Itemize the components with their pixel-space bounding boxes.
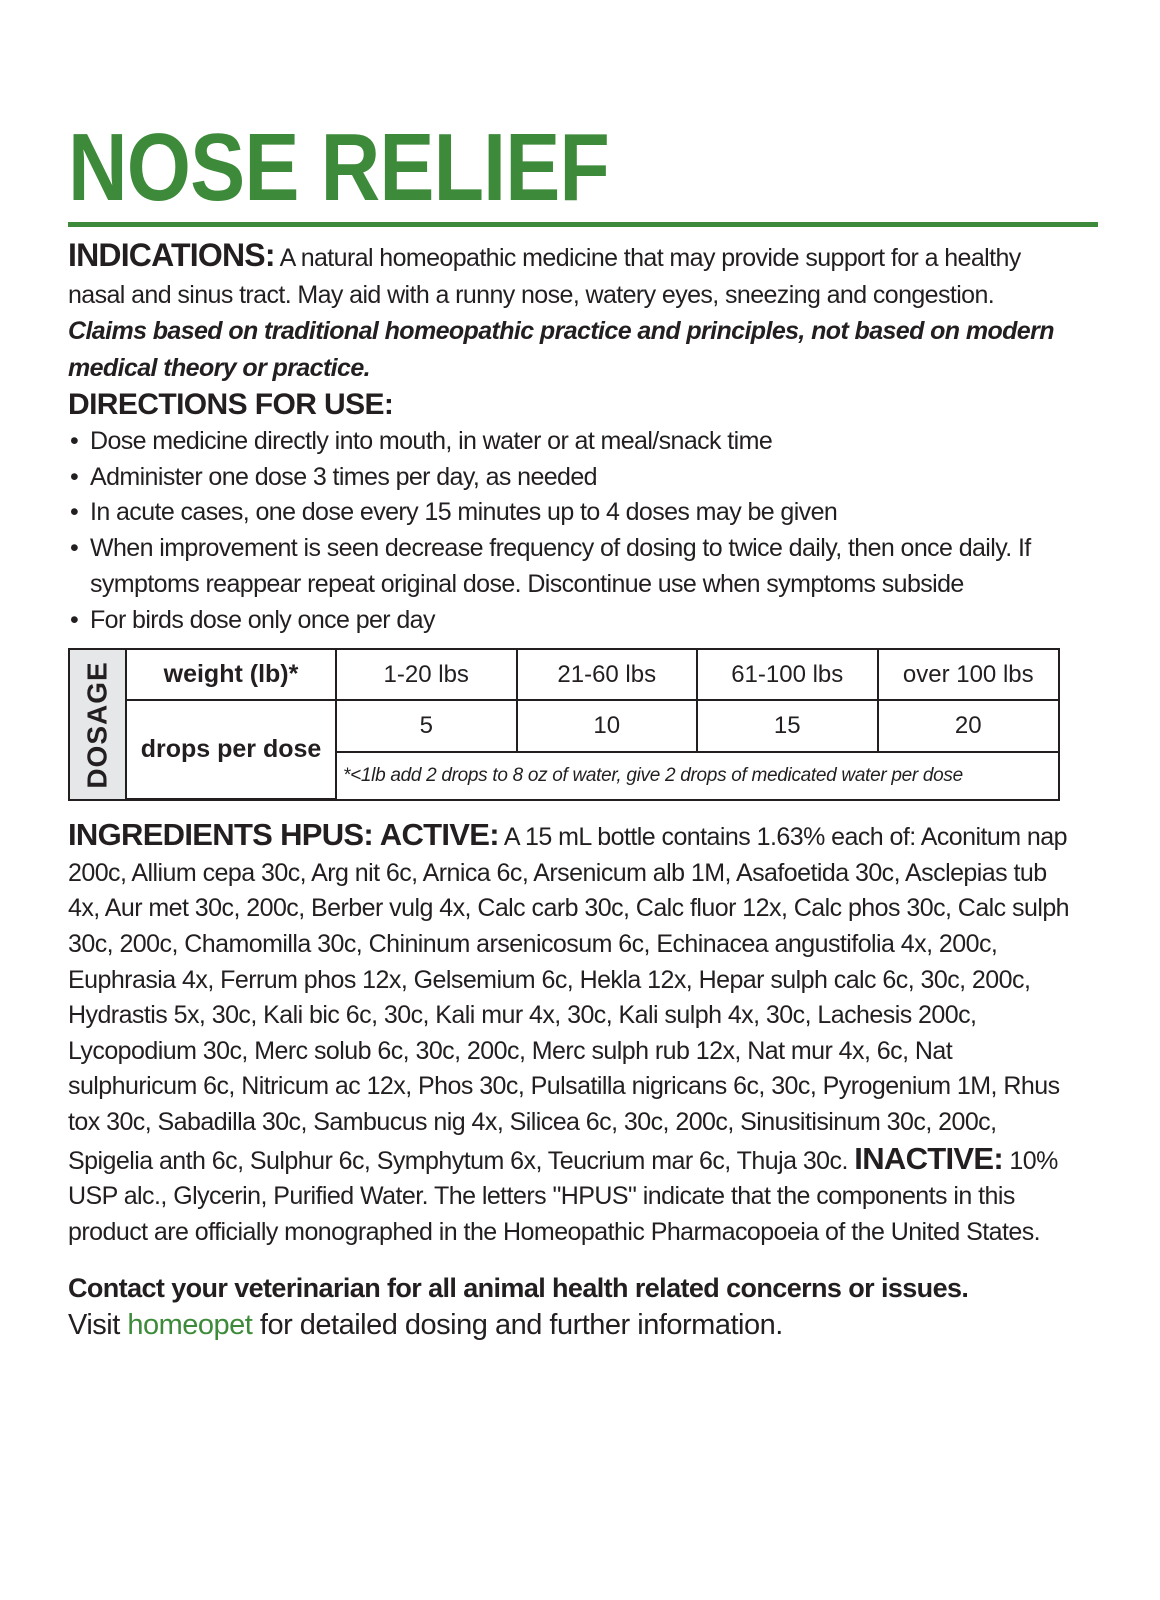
direction-item: • For birds dose only once per day [68,603,1078,639]
direction-item: • Dose medicine directly into mouth, in water or at meal/snack time [68,424,1078,460]
indications-section [68,237,1078,386]
direction-item: • In acute cases, one dose every 15 minutes up to 4 doses may be given [68,495,1078,531]
dosage-table [127,650,1058,800]
directions-list [68,424,1078,638]
product-label [68,114,1098,1344]
weight-row [127,650,1058,700]
weight-cell: 1-20 lbs [336,650,517,700]
dosage-footnote: *<1lb add 2 drops to 8 oz of water, give 2 drops of medicated water per dose [336,752,1058,799]
directions-section [68,386,1078,638]
dosage-side-text: DOSAGE [81,661,113,789]
ingredients-section [68,817,1078,1250]
dosage-table-box [68,648,1060,801]
drops-cell: 10 [517,700,698,752]
visit-line [68,1306,1098,1344]
visit-prefix: Visit [68,1309,128,1342]
directions-heading: DIRECTIONS FOR USE: [68,388,394,421]
drops-cell: 5 [336,700,517,752]
direction-item: • When improvement is seen decrease frequency of dosing to twice daily, then once daily. If symptoms reappear repeat original dose. Discontinue use when symptoms subside [68,531,1078,602]
direction-item: • Administer one dose 3 times per day, as needed [68,460,1078,496]
title-divider [68,222,1098,227]
indications-text: A natural homeopathic medicine that may provide support for a healthy nasal and sinus tract. May aid with a runny nose, watery eyes, sneezing and congestion. [68,244,1021,309]
active-ingredients-text: A 15 mL bottle contains 1.63% each of: Aconitum nap 200c, Allium cepa 30c, Arg nit 6c, Arnica 6c, Arsenicum alb 1M, Asafoetida 30c, Asclepias tub 4x, Aur met 30c, 200c, Berber vulg 4x, Calc carb 30c, Calc fluor 12x, Calc phos 30c, Calc sulph 30c, 200c, Chamomilla 30c, Chininum arsenicosum 6c, Echinacea angustifolia 4x, 200c, Euphrasia 4x, Ferrum phos 12x, Gelsemium 6c, Hekla 12x, Hepar sulph calc 6c, 30c, 200c, Hydrastis 5x, 30c, Kali bic 6c, 30c, Kali mur 4x, 30c, Kali sulph 4x, 30c, Lachesis 200c, Lycopodium 30c, Merc solub 6c, 30c, 200c, Merc sulph rub 12x, Nat mur 4x, 6c, Nat sulphuricum 6c, Nitricum ac 12x, Phos 30c, Pulsatilla nigricans 6c, 30c, Pyrogenium 1M, Rhus tox 30c, Sabadilla 30c, Sambucus nig 4x, Silicea 6c, 30c, 200c, Sinusitisinum 30c, 200c, Spigelia anth 6c, Sulphur 6c, Symphytum 6x, Teucrium mar 6c, Thuja 30c. [68,823,1070,1175]
product-title: NOSE RELIEF [68,114,610,221]
weight-cell: 61-100 lbs [697,650,878,700]
active-ingredients-label: INGREDIENTS HPUS: ACTIVE: [68,817,499,853]
weight-cell: 21-60 lbs [517,650,698,700]
weight-label: weight (lb)* [127,650,336,700]
drops-cell: 15 [697,700,878,752]
inactive-ingredients-label: INACTIVE: [854,1140,1003,1176]
drops-row [127,700,1058,752]
drops-cell: 20 [878,700,1059,752]
weight-cell: over 100 lbs [878,650,1059,700]
inactive-ingredients-text: 10% USP alc., Glycerin, Purified Water. The letters "HPUS" indicate that the components in this product are officially monographed in the Homeopathic Pharmacopoeia of the United States. [68,1146,1058,1246]
homeopet-link[interactable]: homeopet [127,1309,253,1342]
claims-disclaimer: Claims based on traditional homeopathic practice and principles, not based on modern medical theory or practice. [68,317,1054,382]
drops-label: drops per dose [127,700,336,799]
visit-suffix: for detailed dosing and further information. [252,1309,783,1342]
dosage-side-label [70,650,127,799]
indications-label: INDICATIONS: [68,237,275,273]
contact-vet-notice: Contact your veterinarian for all animal health related concerns or issues. [68,1273,969,1304]
